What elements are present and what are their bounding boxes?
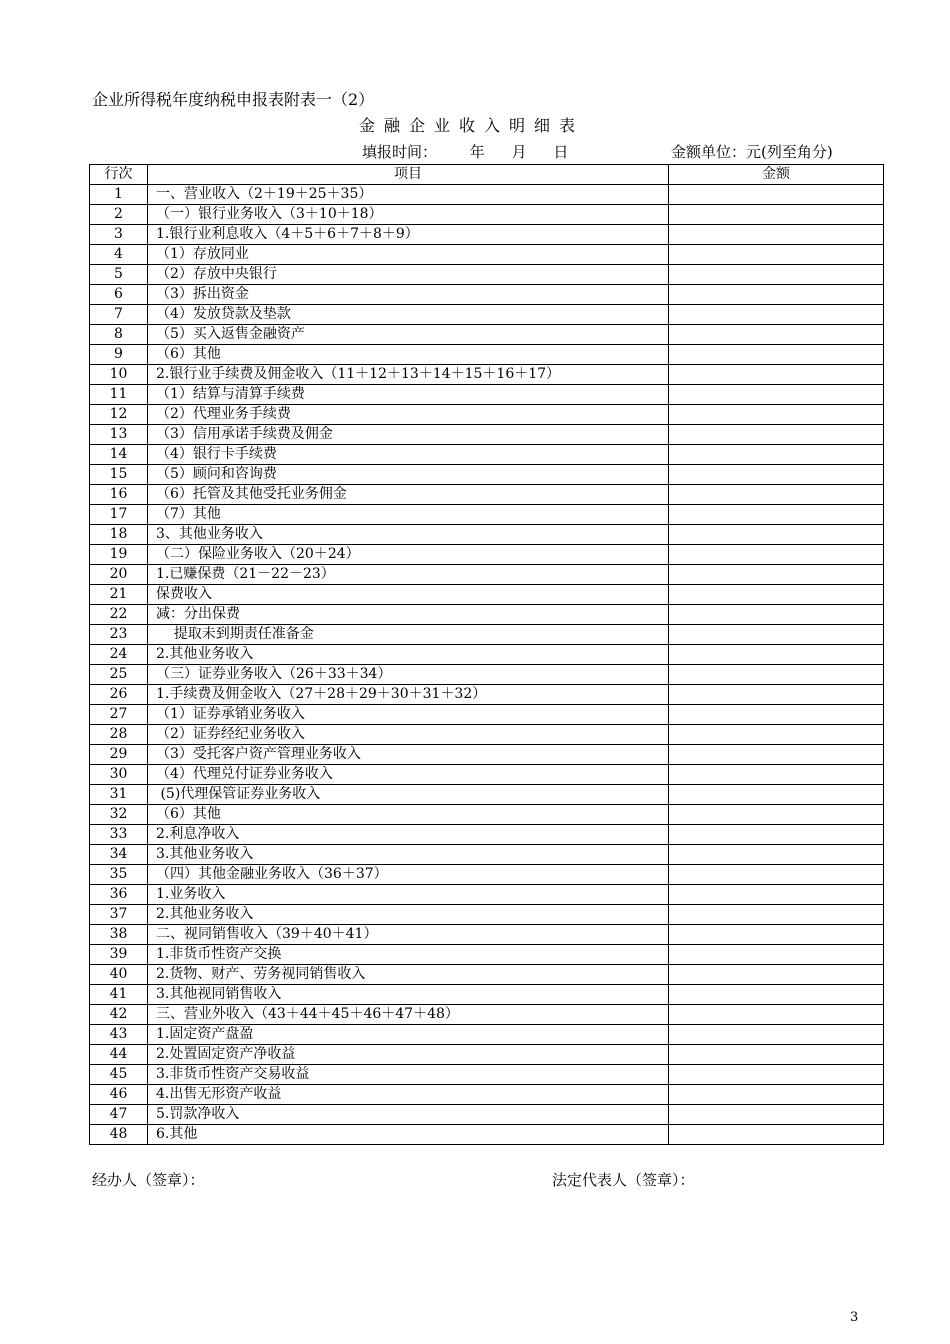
row-item: 一、营业收入（2＋19＋25＋35） [148, 185, 669, 205]
table-row [90, 245, 884, 265]
row-amount-cell[interactable] [669, 705, 884, 725]
row-amount-cell[interactable] [669, 905, 884, 925]
table-row [90, 605, 884, 625]
table-row [90, 685, 884, 705]
row-amount-cell[interactable] [669, 785, 884, 805]
table-row [90, 405, 884, 425]
row-item: 3.其他业务收入 [148, 845, 669, 865]
row-item: 2.其他业务收入 [148, 645, 669, 665]
row-item: (5)代理保管证券业务收入 [148, 785, 669, 805]
row-number: 27 [90, 705, 148, 725]
row-amount-cell[interactable] [669, 605, 884, 625]
row-item: 1.业务收入 [148, 885, 669, 905]
row-amount-cell[interactable] [669, 265, 884, 285]
row-number: 18 [90, 525, 148, 545]
table-row [90, 645, 884, 665]
table-row [90, 585, 884, 605]
row-amount-cell[interactable] [669, 465, 884, 485]
table-row [90, 1025, 884, 1045]
row-item: 3.其他视同销售收入 [148, 985, 669, 1005]
row-number: 31 [90, 785, 148, 805]
row-amount-cell[interactable] [669, 445, 884, 465]
row-number: 13 [90, 425, 148, 445]
row-item: 保费收入 [148, 585, 669, 605]
row-item: 3、其他业务收入 [148, 525, 669, 545]
table-row [90, 805, 884, 825]
table-row [90, 205, 884, 225]
table-row [90, 865, 884, 885]
table-row [90, 925, 884, 945]
row-amount-cell[interactable] [669, 865, 884, 885]
row-item: （2）代理业务手续费 [148, 405, 669, 425]
row-amount-cell[interactable] [669, 525, 884, 545]
row-number: 45 [90, 1065, 148, 1085]
row-amount-cell[interactable] [669, 345, 884, 365]
table-row [90, 365, 884, 385]
row-amount-cell[interactable] [669, 1025, 884, 1045]
row-item: （四）其他金融业务收入（36＋37） [148, 865, 669, 885]
row-number: 39 [90, 945, 148, 965]
row-item: （3）拆出资金 [148, 285, 669, 305]
row-number: 30 [90, 765, 148, 785]
row-number: 44 [90, 1045, 148, 1065]
row-item: （1）结算与清算手续费 [148, 385, 669, 405]
table-row [90, 945, 884, 965]
table-row [90, 965, 884, 985]
row-item: （6）其他 [148, 805, 669, 825]
row-number: 36 [90, 885, 148, 905]
row-amount-cell[interactable] [669, 185, 884, 205]
row-amount-cell[interactable] [669, 1125, 884, 1145]
row-amount-cell[interactable] [669, 245, 884, 265]
row-number: 8 [90, 325, 148, 345]
row-amount-cell[interactable] [669, 1085, 884, 1105]
row-number: 21 [90, 585, 148, 605]
row-item: 1.非货币性资产交换 [148, 945, 669, 965]
row-amount-cell[interactable] [669, 225, 884, 245]
row-number: 23 [90, 625, 148, 645]
row-number: 9 [90, 345, 148, 365]
row-number: 16 [90, 485, 148, 505]
row-item: 1.已赚保费（21－22－23） [148, 565, 669, 585]
row-number: 43 [90, 1025, 148, 1045]
table-row [90, 265, 884, 285]
row-item: （1）存放同业 [148, 245, 669, 265]
table-row [90, 705, 884, 725]
fill-time-day: 日 [553, 143, 569, 161]
table-row [90, 285, 884, 305]
table-row [90, 845, 884, 865]
row-amount-cell[interactable] [669, 985, 884, 1005]
table-row [90, 1105, 884, 1125]
table-row [90, 1065, 884, 1085]
table-row [90, 1085, 884, 1105]
table-row [90, 345, 884, 365]
row-amount-cell[interactable] [669, 945, 884, 965]
row-amount-cell[interactable] [669, 205, 884, 225]
row-number: 37 [90, 905, 148, 925]
table-row [90, 525, 884, 545]
table-row [90, 485, 884, 505]
table-header-row [90, 165, 884, 185]
legal-rep-signature: 法定代表人（签章）： [552, 1171, 695, 1189]
row-number: 33 [90, 825, 148, 845]
row-item: （5）买入返售金融资产 [148, 325, 669, 345]
row-item: （6）托管及其他受托业务佣金 [148, 485, 669, 505]
row-number: 20 [90, 565, 148, 585]
row-number: 12 [90, 405, 148, 425]
row-item: 三、营业外收入（43＋44＋45＋46＋47＋48） [148, 1005, 669, 1025]
row-item: （2）存放中央银行 [148, 265, 669, 285]
row-amount-cell[interactable] [669, 765, 884, 785]
handler-signature: 经办人（签章）： [92, 1171, 205, 1189]
row-item: 减：分出保费 [148, 605, 669, 625]
row-amount-cell[interactable] [669, 805, 884, 825]
table-row [90, 985, 884, 1005]
income-detail-table [89, 164, 884, 1145]
row-amount-cell[interactable] [669, 1065, 884, 1085]
row-number: 3 [90, 225, 148, 245]
table-row [90, 185, 884, 205]
row-item: 2.其他业务收入 [148, 905, 669, 925]
row-amount-cell[interactable] [669, 745, 884, 765]
table-row [90, 625, 884, 645]
row-item: （7）其他 [148, 505, 669, 525]
table-row [90, 325, 884, 345]
row-amount-cell[interactable] [669, 645, 884, 665]
row-item: 2.银行业手续费及佣金收入（11＋12＋13＋14＋15＋16＋17） [148, 365, 669, 385]
row-amount-cell[interactable] [669, 925, 884, 945]
row-item: （6）其他 [148, 345, 669, 365]
table-row [90, 425, 884, 445]
row-item: （5）顾问和咨询费 [148, 465, 669, 485]
row-amount-cell[interactable] [669, 1045, 884, 1065]
table-row [90, 745, 884, 765]
row-amount-cell[interactable] [669, 885, 884, 905]
row-number: 6 [90, 285, 148, 305]
row-item: （4）发放贷款及垫款 [148, 305, 669, 325]
row-amount-cell[interactable] [669, 505, 884, 525]
table-row [90, 305, 884, 325]
row-number: 15 [90, 465, 148, 485]
row-number: 2 [90, 205, 148, 225]
row-amount-cell[interactable] [669, 365, 884, 385]
table-row [90, 885, 884, 905]
row-item: 1.手续费及佣金收入（27＋28＋29＋30＋31＋32） [148, 685, 669, 705]
table-row [90, 1125, 884, 1145]
table-row [90, 225, 884, 245]
fill-time-label: 填报时间： [362, 143, 438, 161]
row-amount-cell[interactable] [669, 665, 884, 685]
row-number: 47 [90, 1105, 148, 1125]
form-title: 企业所得税年度纳税申报表附表一（2） [92, 90, 375, 109]
amount-unit: 金额单位：元(列至角分) [671, 143, 833, 161]
column-header-row-no: 行次 [90, 165, 148, 185]
table-row [90, 1005, 884, 1025]
row-item: （4）代理兑付证券业务收入 [148, 765, 669, 785]
row-amount-cell[interactable] [669, 285, 884, 305]
row-item: 2.利息净收入 [148, 825, 669, 845]
table-row [90, 385, 884, 405]
row-number: 22 [90, 605, 148, 625]
table-body [90, 185, 884, 1145]
row-number: 38 [90, 925, 148, 945]
row-number: 24 [90, 645, 148, 665]
row-item: 2.处置固定资产净收益 [148, 1045, 669, 1065]
fill-time [362, 142, 568, 162]
row-number: 11 [90, 385, 148, 405]
row-item: （2）证券经纪业务收入 [148, 725, 669, 745]
row-item: 二、视同销售收入（39＋40＋41） [148, 925, 669, 945]
row-amount-cell[interactable] [669, 1105, 884, 1125]
row-amount-cell[interactable] [669, 625, 884, 645]
row-number: 14 [90, 445, 148, 465]
row-amount-cell[interactable] [669, 545, 884, 565]
row-amount-cell[interactable] [669, 385, 884, 405]
row-number: 1 [90, 185, 148, 205]
table-row [90, 465, 884, 485]
row-number: 26 [90, 685, 148, 705]
row-amount-cell[interactable] [669, 585, 884, 605]
row-number: 17 [90, 505, 148, 525]
table-title: 金融企业收入明细表 [359, 116, 585, 135]
row-amount-cell[interactable] [669, 485, 884, 505]
table-row [90, 665, 884, 685]
table-row [90, 445, 884, 465]
row-amount-cell[interactable] [669, 565, 884, 585]
row-amount-cell[interactable] [669, 725, 884, 745]
row-amount-cell[interactable] [669, 685, 884, 705]
table-row [90, 545, 884, 565]
row-item: 3.非货币性资产交易收益 [148, 1065, 669, 1085]
row-number: 42 [90, 1005, 148, 1025]
row-number: 28 [90, 725, 148, 745]
row-amount-cell[interactable] [669, 325, 884, 345]
row-item: （3）受托客户资产管理业务收入 [148, 745, 669, 765]
row-number: 7 [90, 305, 148, 325]
row-number: 40 [90, 965, 148, 985]
row-item: （三）证券业务收入（26＋33＋34） [148, 665, 669, 685]
row-item: 6.其他 [148, 1125, 669, 1145]
row-item: （4）银行卡手续费 [148, 445, 669, 465]
row-amount-cell[interactable] [669, 425, 884, 445]
fill-time-year: 年 [469, 143, 485, 161]
row-item: 4.出售无形资产收益 [148, 1085, 669, 1105]
row-item: （二）保险业务收入（20＋24） [148, 545, 669, 565]
row-number: 34 [90, 845, 148, 865]
row-number: 41 [90, 985, 148, 1005]
column-header-amount: 金额 [669, 165, 884, 185]
row-number: 25 [90, 665, 148, 685]
row-number: 19 [90, 545, 148, 565]
row-number: 5 [90, 265, 148, 285]
row-number: 48 [90, 1125, 148, 1145]
row-amount-cell[interactable] [669, 845, 884, 865]
row-amount-cell[interactable] [669, 825, 884, 845]
row-item: （1）证券承销业务收入 [148, 705, 669, 725]
row-amount-cell[interactable] [669, 305, 884, 325]
row-number: 35 [90, 865, 148, 885]
row-item: 5.罚款净收入 [148, 1105, 669, 1125]
table-row [90, 825, 884, 845]
row-number: 46 [90, 1085, 148, 1105]
table-row [90, 505, 884, 525]
row-item: 1.银行业利息收入（4＋5＋6＋7＋8＋9） [148, 225, 669, 245]
table-row [90, 565, 884, 585]
row-amount-cell[interactable] [669, 965, 884, 985]
table-row [90, 905, 884, 925]
row-item: 1.固定资产盘盈 [148, 1025, 669, 1045]
row-item: 2.货物、财产、劳务视同销售收入 [148, 965, 669, 985]
row-item: （3）信用承诺手续费及佣金 [148, 425, 669, 445]
row-number: 29 [90, 745, 148, 765]
fill-time-month: 月 [511, 143, 527, 161]
table-row [90, 1045, 884, 1065]
row-amount-cell[interactable] [669, 405, 884, 425]
row-item: 提取未到期责任准备金 [148, 625, 669, 645]
row-number: 10 [90, 365, 148, 385]
table-row [90, 785, 884, 805]
table-row [90, 725, 884, 745]
row-item: （一）银行业务收入（3＋10＋18） [148, 205, 669, 225]
row-number: 4 [90, 245, 148, 265]
page-number: 3 [850, 1310, 859, 1325]
column-header-item: 项目 [148, 165, 669, 185]
table-row [90, 765, 884, 785]
row-number: 32 [90, 805, 148, 825]
row-amount-cell[interactable] [669, 1005, 884, 1025]
